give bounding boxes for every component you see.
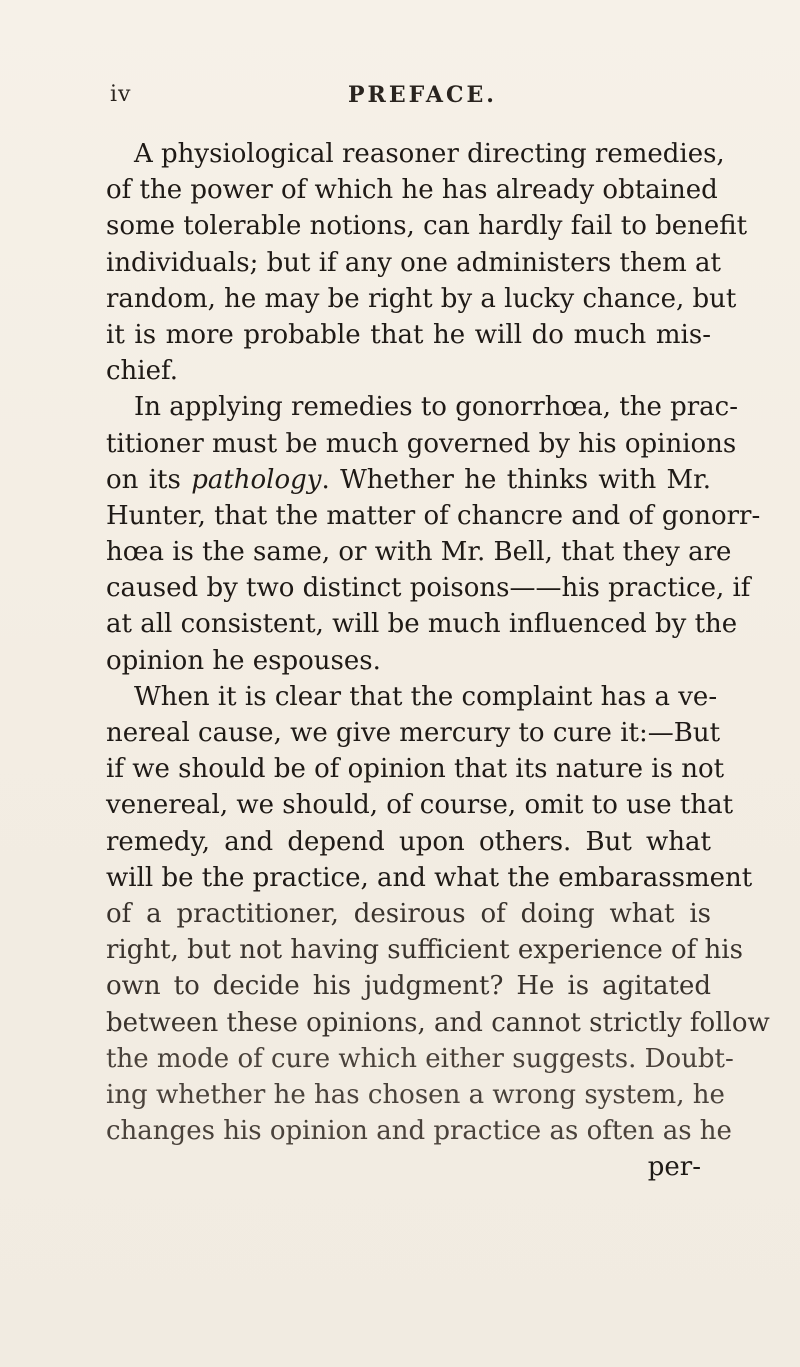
- text-line: at all consistent, will be much influenced by the: [106, 609, 738, 640]
- text-line: Hunter, that the matter of chancre and of gonorr-: [106, 500, 761, 531]
- text-line: random, he may be right by a lucky chance, but: [106, 283, 737, 314]
- text-line: hœa is the same, or with Mr. Bell, that they are: [106, 537, 732, 568]
- page-number: iv: [110, 82, 132, 107]
- text-line: of the power of which he has already obtained: [106, 175, 718, 206]
- text-line: chief.: [106, 356, 178, 387]
- text-line: venereal, we should, of course, omit to use that: [106, 790, 734, 821]
- text-line: some tolerable notions, can hardly fail to benefit: [106, 211, 748, 242]
- text-line: nereal cause, we give mercury to cure it:—But: [106, 718, 721, 748]
- text-line: between these opinions, and cannot strictly follow: [106, 1007, 770, 1038]
- text-line: remedy, and depend upon others. But what: [106, 826, 711, 857]
- text-line: ing whether he has chosen a wrong system, he: [106, 1079, 725, 1110]
- text-line: In applying remedies to gonorrhœa, the prac-: [134, 392, 739, 423]
- text-line-with-italic: [106, 462, 711, 498]
- catchword: per-: [647, 1152, 701, 1183]
- text-line: A physiological reasoner directing remedies,: [134, 139, 725, 169]
- text-fragment: . Whether he thinks with Mr.: [321, 464, 711, 495]
- text-line: changes his opinion and practice as often as he: [106, 1116, 732, 1147]
- text-fragment: on its: [106, 464, 192, 495]
- text-line: individuals; but if any one administers them at: [106, 247, 721, 278]
- text-line: opinion he espouses.: [106, 645, 381, 676]
- text-line: of a practitioner, desirous of doing what is: [106, 898, 711, 929]
- italic-term: pathology: [191, 464, 322, 495]
- body-text: [106, 136, 770, 1185]
- text-line: own to decide his judgment? He is agitated: [106, 971, 711, 1002]
- text-line: titioner must be much governed by his opinions: [106, 428, 737, 459]
- text-line: right, but not having sufficient experience of his: [106, 935, 743, 966]
- text-line: if we should be of opinion that its nature is not: [106, 754, 725, 785]
- text-line: will be the practice, and what the embarassment: [106, 862, 753, 893]
- page-header: [0, 82, 800, 112]
- text-line: the mode of cure which either suggests. Doubt-: [106, 1043, 734, 1074]
- running-head: PREFACE.: [348, 82, 497, 108]
- text-line: it is more probable that he will do much mis-: [106, 319, 711, 350]
- text-line: When it is clear that the complaint has a ve-: [134, 681, 718, 712]
- text-line: caused by two distinct poisons——his practice, if: [106, 573, 751, 604]
